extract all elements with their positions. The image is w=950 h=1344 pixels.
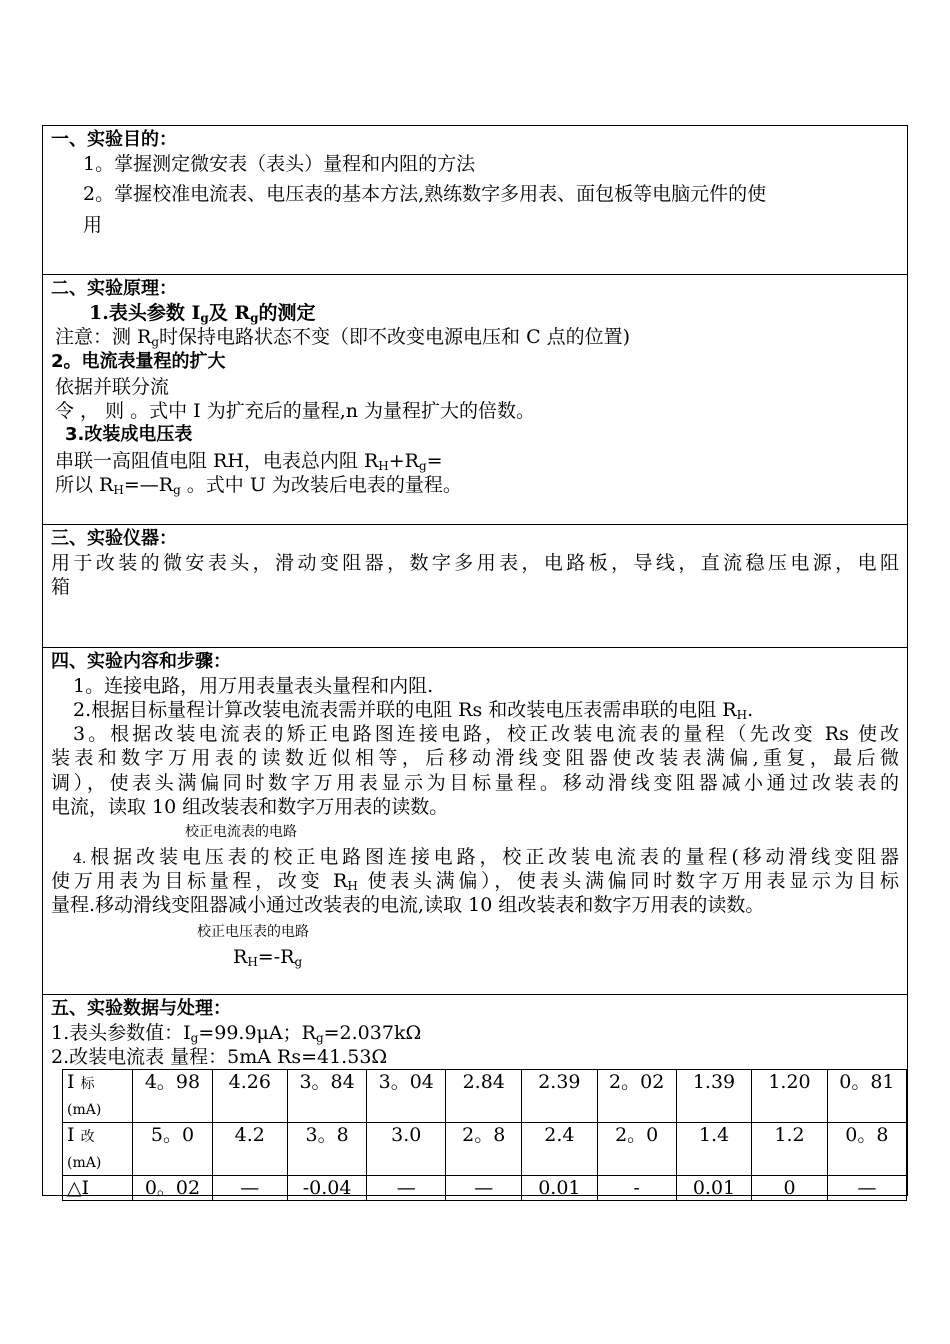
subscript: g bbox=[250, 311, 259, 325]
table-cell: 0。02 bbox=[133, 1176, 212, 1201]
table-row bbox=[63, 1176, 907, 1201]
principle-sub-3: 3.改装成电压表 bbox=[65, 424, 193, 445]
section-instruments bbox=[43, 525, 907, 648]
text: 根据改装电压表的校正电路图连接电路，校正改装电流表的量程(移动滑线变阻器 bbox=[86, 846, 899, 868]
text: 1.表头参数 I bbox=[89, 302, 201, 324]
table-cell: 2.4 bbox=[522, 1123, 598, 1176]
text: 1.表头参数值：I bbox=[51, 1022, 191, 1044]
purpose-item-2: 2。掌握校准电流表、电压表的基本方法,熟练数字多用表、面包板等电脑元件的使 bbox=[83, 183, 767, 205]
table-cell: 1.20 bbox=[752, 1070, 828, 1123]
subscript: g bbox=[200, 311, 209, 325]
subscript: g bbox=[418, 459, 427, 473]
subscript: g bbox=[190, 1031, 199, 1045]
text: 注意：测 R bbox=[55, 326, 152, 348]
table-cell: 2.39 bbox=[522, 1070, 598, 1123]
purpose-item-2-cont: 用 bbox=[83, 214, 103, 236]
step-3-line-3: 调），使表头满偏同时数字万用表显示为目标量程。移动滑线变阻器减小通过改装表的 bbox=[51, 772, 899, 794]
subscript: H bbox=[347, 879, 358, 893]
row-header bbox=[63, 1176, 133, 1201]
subscript: g bbox=[173, 483, 181, 497]
row-header-subscript: 标 bbox=[80, 1076, 95, 1092]
purpose-item-1: 1。掌握测定微安表（表头）量程和内阻的方法 bbox=[83, 153, 476, 175]
text: =—R bbox=[123, 474, 174, 496]
table-cell: 0.01 bbox=[676, 1176, 752, 1201]
table-cell: 1.4 bbox=[676, 1123, 752, 1176]
section-data bbox=[43, 995, 907, 1199]
text: 2.根据目标量程计算改装电流表需并联的电阻 Rs 和改装电压表需串联的电阻 R bbox=[73, 699, 737, 721]
table-cell: 2。0 bbox=[597, 1123, 676, 1176]
table-cell: 3.0 bbox=[367, 1123, 446, 1176]
step-3-line-4: 电流，读取 10 组改装表和数字万用表的读数。 bbox=[51, 796, 449, 818]
report-table bbox=[42, 125, 908, 1199]
row-header bbox=[63, 1070, 133, 1123]
step-3-line-1: 3。根据改装电流表的矫正电路图连接电路，校正改装电流表的量程（先改变 Rs 使改 bbox=[73, 723, 899, 745]
text: 使万用表为目标量程，改变 R bbox=[51, 870, 348, 892]
text: . bbox=[747, 699, 754, 721]
table-cell: 2.84 bbox=[446, 1070, 522, 1123]
step-4-line-1 bbox=[73, 845, 899, 871]
subscript: g bbox=[315, 1031, 324, 1045]
row-header-unit: (mA) bbox=[67, 1155, 102, 1171]
table-cell: 5。0 bbox=[133, 1123, 212, 1176]
principle-sub-2: 2。电流表量程的扩大 bbox=[51, 351, 226, 372]
circuit-caption-voltage: 校正电压表的电路 bbox=[197, 924, 309, 940]
section-title: 三、实验仪器： bbox=[51, 528, 177, 549]
section-title: 四、实验内容和步骤： bbox=[51, 651, 231, 672]
table-cell: — bbox=[367, 1176, 446, 1201]
table-cell: 4。98 bbox=[133, 1070, 212, 1123]
table-cell: 0.01 bbox=[522, 1176, 598, 1201]
table-cell: 2。8 bbox=[446, 1123, 522, 1176]
table-cell: 2。02 bbox=[597, 1070, 676, 1123]
row-header-label: I bbox=[67, 1071, 75, 1093]
table-cell: 1.2 bbox=[752, 1123, 828, 1176]
row-header-label: △I bbox=[67, 1177, 90, 1199]
section-principle bbox=[43, 275, 907, 525]
text: 。式中 U 为改装后电表的量程。 bbox=[180, 474, 462, 496]
step-1: 1。连接电路，用万用表量表头量程和内阻. bbox=[73, 675, 434, 697]
table-cell: 1.39 bbox=[676, 1070, 752, 1123]
table-cell: 3。84 bbox=[288, 1070, 367, 1123]
row-header-subscript: 改 bbox=[80, 1129, 95, 1145]
principle-line-1: 依据并联分流 bbox=[55, 376, 170, 398]
subscript: H bbox=[247, 955, 258, 969]
section-title: 一、实验目的： bbox=[51, 129, 177, 150]
step-3-line-2: 装表和数字万用表的读数近似相等，后移动滑线变阻器使改装表满偏,重复，最后微 bbox=[51, 747, 899, 769]
principle-line-4 bbox=[55, 473, 462, 502]
table-cell: 0。8 bbox=[827, 1123, 906, 1176]
text: 串联一高阻值电阻 RH，电表总内阻 R bbox=[55, 450, 379, 472]
text: 4. bbox=[73, 851, 87, 867]
table-cell: 4.26 bbox=[212, 1070, 288, 1123]
text: 及 R bbox=[208, 302, 251, 324]
table-cell: 3。04 bbox=[367, 1070, 446, 1123]
step-4-line-3: 量程.移动滑线变阻器减小通过改装表的电流,读取 10 组改装表和数字万用表的读数。 bbox=[51, 894, 765, 916]
table-row bbox=[63, 1070, 907, 1123]
table-cell: — bbox=[446, 1176, 522, 1201]
subscript: H bbox=[736, 708, 748, 722]
subscript: H bbox=[378, 459, 389, 473]
data-table-wrap bbox=[43, 1069, 907, 1199]
ammeter-range: 2.改装电流表 量程：5mA Rs=41.53Ω bbox=[51, 1046, 388, 1068]
subscript: H bbox=[113, 483, 124, 497]
section-title: 二、实验原理： bbox=[51, 278, 177, 299]
data-table bbox=[62, 1069, 907, 1201]
text: =2.037kΩ bbox=[323, 1022, 422, 1044]
text: =99.9μA；R bbox=[198, 1022, 316, 1044]
text: 使表头满偏），使表头满偏同时数字万用表显示为目标 bbox=[357, 870, 899, 892]
subscript: g bbox=[151, 335, 160, 349]
row-header-unit: (mA) bbox=[67, 1102, 102, 1118]
section-title: 五、实验数据与处理： bbox=[51, 998, 231, 1019]
text: = bbox=[426, 450, 443, 472]
table-cell: 4.2 bbox=[212, 1123, 288, 1176]
subscript: g bbox=[294, 955, 303, 969]
principle-line-2: 令 ， 则 。式中 I 为扩充后的量程,n 为量程扩大的倍数。 bbox=[55, 400, 536, 422]
row-header bbox=[63, 1123, 133, 1176]
row-header-label: I bbox=[67, 1124, 75, 1146]
text: =-R bbox=[257, 946, 295, 968]
table-cell: — bbox=[212, 1176, 288, 1201]
table-cell: - bbox=[597, 1176, 676, 1201]
data-table-body bbox=[63, 1070, 907, 1201]
table-cell: — bbox=[827, 1176, 906, 1201]
table-cell: 0 bbox=[752, 1176, 828, 1201]
table-cell: 0。81 bbox=[827, 1070, 906, 1123]
table-cell: -0.04 bbox=[288, 1176, 367, 1201]
instruments-line-1: 用于改装的微安表头，滑动变阻器，数字多用表，电路板，导线，直流稳压电源，电阻 bbox=[51, 552, 899, 574]
text: R bbox=[233, 946, 248, 968]
section-steps bbox=[43, 648, 907, 995]
circuit-caption-current: 校正电流表的电路 bbox=[185, 824, 297, 840]
table-cell: 3。8 bbox=[288, 1123, 367, 1176]
instruments-line-2: 箱 bbox=[51, 576, 71, 598]
text: 时保持电路状态不变（即不改变电源电压和 C 点的位置) bbox=[159, 326, 631, 348]
table-row bbox=[63, 1123, 907, 1176]
text: 所以 R bbox=[55, 474, 114, 496]
text: +R bbox=[388, 450, 419, 472]
section-purpose bbox=[43, 126, 907, 275]
formula-rh bbox=[233, 945, 302, 974]
text: 的测定 bbox=[258, 302, 316, 324]
